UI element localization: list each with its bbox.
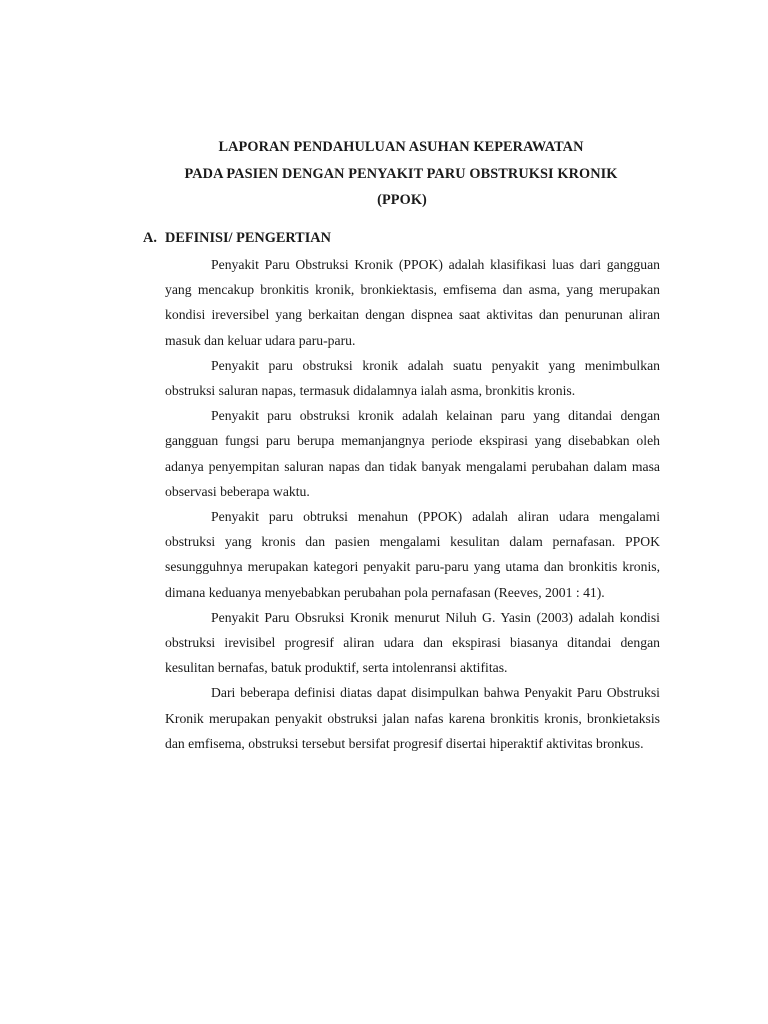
section-heading [143,227,331,249]
paragraph-2: Penyakit paru obstruksi kronik adalah suatu penyakit yang menimbulkan obstruksi saluran napas, termasuk didalamnya ialah asma, bronkitis kronis. [165,357,660,399]
title-line-3: (PPOK) [377,192,427,208]
section-body [165,252,660,756]
paragraph-6: Dari beberapa definisi diatas dapat disimpulkan bahwa Penyakit Paru Obstruksi Kronik merupakan penyakit obstruksi jalan nafas karena bronkitis kronis, bronkietaksis dan emfisema, obstruksi tersebut bersifat progresif disertai hiperaktif aktivitas bronkus. [165,685,660,751]
document-title [0,134,768,214]
paragraph-1: Penyakit Paru Obstruksi Kronik (PPOK) adalah klasifikasi luas dari gangguan yang mencakup bronkitis kronik, bronkiektasis, emfisema dan asma, yang merupakan kondisi ireversibel yang berkaitan dengan dispnea saat aktivitas dan penurunan aliran masuk dan keluar udara paru-paru. [165,257,660,348]
paragraph-5: Penyakit Paru Obsruksi Kronik menurut Niluh G. Yasin (2003) adalah kondisi obstruksi irevisibel progresif aliran udara dan ekspirasi biasanya ditandai dengan kesulitan bernafas, batuk produktif, serta intolenransi aktifitas. [165,609,660,676]
section-heading-text: DEFINISI/ PENGERTIAN [165,230,331,246]
title-line-2: PADA PASIEN DENGAN PENYAKIT PARU OBSTRUKSI KRONIK [184,165,618,182]
paragraph-3: Penyakit paru obstruksi kronik adalah kelainan paru yang ditandai dengan gangguan fungsi paru berupa memanjangnya periode ekspirasi yang disebabkan oleh adanya penyempitan saluran napas dan tidak banyak mengalami perubahan dalam masa observasi beberapa waktu. [165,408,660,499]
section-letter: A. [143,230,157,246]
paragraph-4: Penyakit paru obtruksi menahun (PPOK) adalah aliran udara mengalami obstruksi yang kronis dan pasien mengalami kesulitan dalam pernafasan. PPOK sesungguhnya merupakan kategori penyakit paru-paru yang utama dan bronkitis kronis, dimana keduanya menyebabkan perubahan pola pernafasan (Reeves, 2001 : 41). [165,509,660,600]
title-line-1: LAPORAN PENDAHULUAN ASUHAN KEPERAWATAN [218,139,584,155]
